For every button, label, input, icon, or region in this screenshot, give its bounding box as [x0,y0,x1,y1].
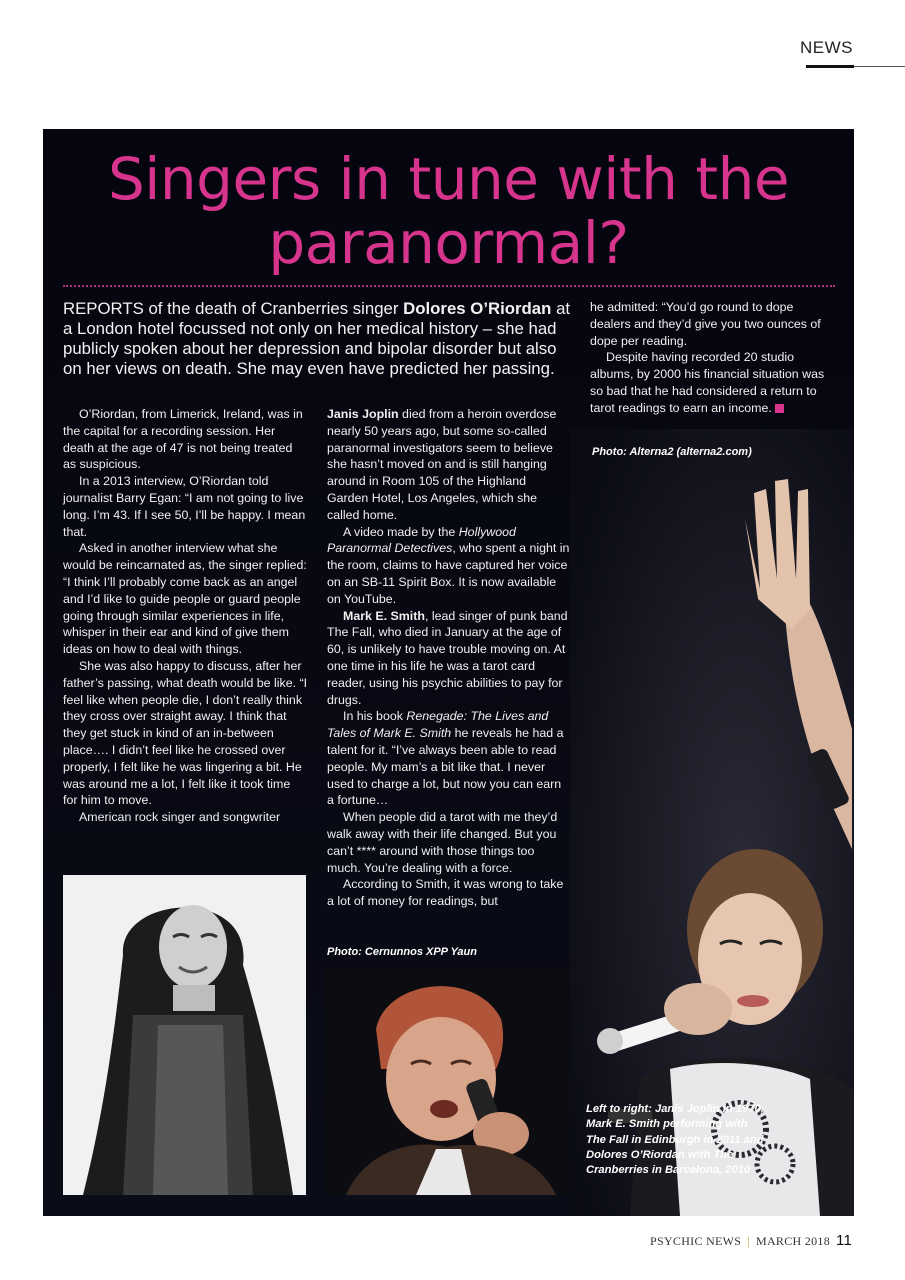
col2-paragraph [327,524,570,608]
col1-paragraph: She was also happy to discuss, after her father’s passing, what death would be like. “I feel like when people die, I don’t really think they cross over straight away. I think that they get stuck in kind of an in-between place…. I didn’t feel like he crossed over properly, I felt like he was lingering a bit. He was around me a lot, I felt like it took time for him to move. [63,658,308,808]
title-hollywood-paranormal-detectives: Hollywood Paranormal Detectives [327,524,516,556]
col2-paragraph: According to Smith, it was wrong to take a lot of money for readings, but [327,877,564,909]
col2-paragraph [327,608,570,709]
col2-text: , who spent a night in the room, claims to have captured her voice on an SB-11 Spirit Box. It is now available on YouTube. [327,541,570,606]
col2-paragraph [327,708,570,809]
issue-date: MARCH 2018 [755,1234,830,1248]
col2-text: died from a heroin overdose nearly 50 years ago, but some so-called paranormal investigators seem to believe she hasn’t moved on and is still hanging around in Room 105 of the Highland Garden Hotel, Los Angeles, which she called home. [327,407,557,522]
col3-text: Despite having recorded 20 studio albums, by 2000 his financial situation was so bad that he had considered a return to tarot readings to earn an income. [590,350,825,415]
photo-credit-cernunnos: Photo: Cernunnos XPP Yaun [327,946,477,958]
col2-text: In his book [343,709,407,724]
standfirst-name: Dolores O’Riordan [403,299,552,318]
col2-text: A video made by the [343,524,459,539]
headline: Singers in tune with the paranormal? [107,145,790,277]
col1-paragraph: O’Riordan, from Limerick, Ireland, was in the capital for a recording session. Her death at the age of 47 is not being treated as suspicious. [63,407,303,472]
col2-text: he reveals he had a talent for it. “I’ve always been able to read people. My mam’s a bit like that. I never used to charge a lot, but now you can earn a fortune… [327,726,564,808]
col2-paragraph: When people did a tarot with me they’d walk away with their life changed. But you can’t **** around with those things too much. You’re dealing with a force. [327,810,558,875]
column-1 [63,406,308,826]
column-2 [327,406,570,910]
photo-mark-e-smith [326,969,569,1195]
col1-paragraph: In a 2013 interview, O’Riordan told journalist Barry Egan: “I am not going to live long. I’m 43. If I see 50, I’ll be happy. I mean that. [63,474,306,539]
section-label: NEWS [800,38,853,57]
page-number: 11 [836,1232,853,1249]
standfirst [63,299,573,379]
col1-paragraph: Asked in another interview what she would be reincarnated as, the singer replied: “I think I’ll probably come back as an angel and I’d like to guide people or guard people going through similar experiences in life, whisper in their ear and kind of give them ideas on how to deal with things. [63,541,307,657]
photo-credit-alterna2: Photo: Alterna2 (alterna2.com) [592,446,752,458]
end-mark-icon [775,404,784,413]
page-footer [650,1232,852,1249]
col2-paragraph [327,406,570,524]
column-3 [590,299,828,417]
section-rule-thin [854,66,905,67]
standfirst-post: at a London hotel focussed not only on her medical history – she had publicly spoken about her depression and bipolar disorder but also on her views on death. She may even have predicted her passing. [63,299,571,378]
photo-dolores-oriordan [570,429,854,1216]
col3-paragraph: he admitted: “You’d go round to dope dealers and they’d give you two ounces of dope per reading. [590,300,821,348]
publication-name: PSYCHIC NEWS [650,1234,742,1248]
col2-text: , lead singer of punk band The Fall, who died in January at the age of 60, is unlikely to have trouble moving on. At one time in his life he was a tarot card reader, using his psychic abilities to pay for drugs. [327,608,568,707]
dotted-divider [63,285,835,287]
standfirst-pre: REPORTS of the death of Cranberries singer [63,299,404,318]
photo-caption: Left to right: Janis Joplin in 1970, Mark E. Smith performing with The Fall in Edinburgh in 2011 and Dolores O’Riordan with The Cranberries in Barcelona, 2010 [586,1103,764,1177]
name-mark-e-smith: Mark E. Smith [343,608,425,623]
col3-paragraph [590,349,828,416]
article-panel [43,129,854,1216]
footer-separator: | [747,1234,750,1248]
section-rule-thick [806,65,854,68]
book-title-renegade: Renegade: The Lives and Tales of Mark E. Smith [327,709,549,741]
photo-janis-joplin [63,875,306,1195]
name-janis-joplin: Janis Joplin [327,407,399,421]
col1-paragraph: American rock singer and songwriter [79,810,281,825]
